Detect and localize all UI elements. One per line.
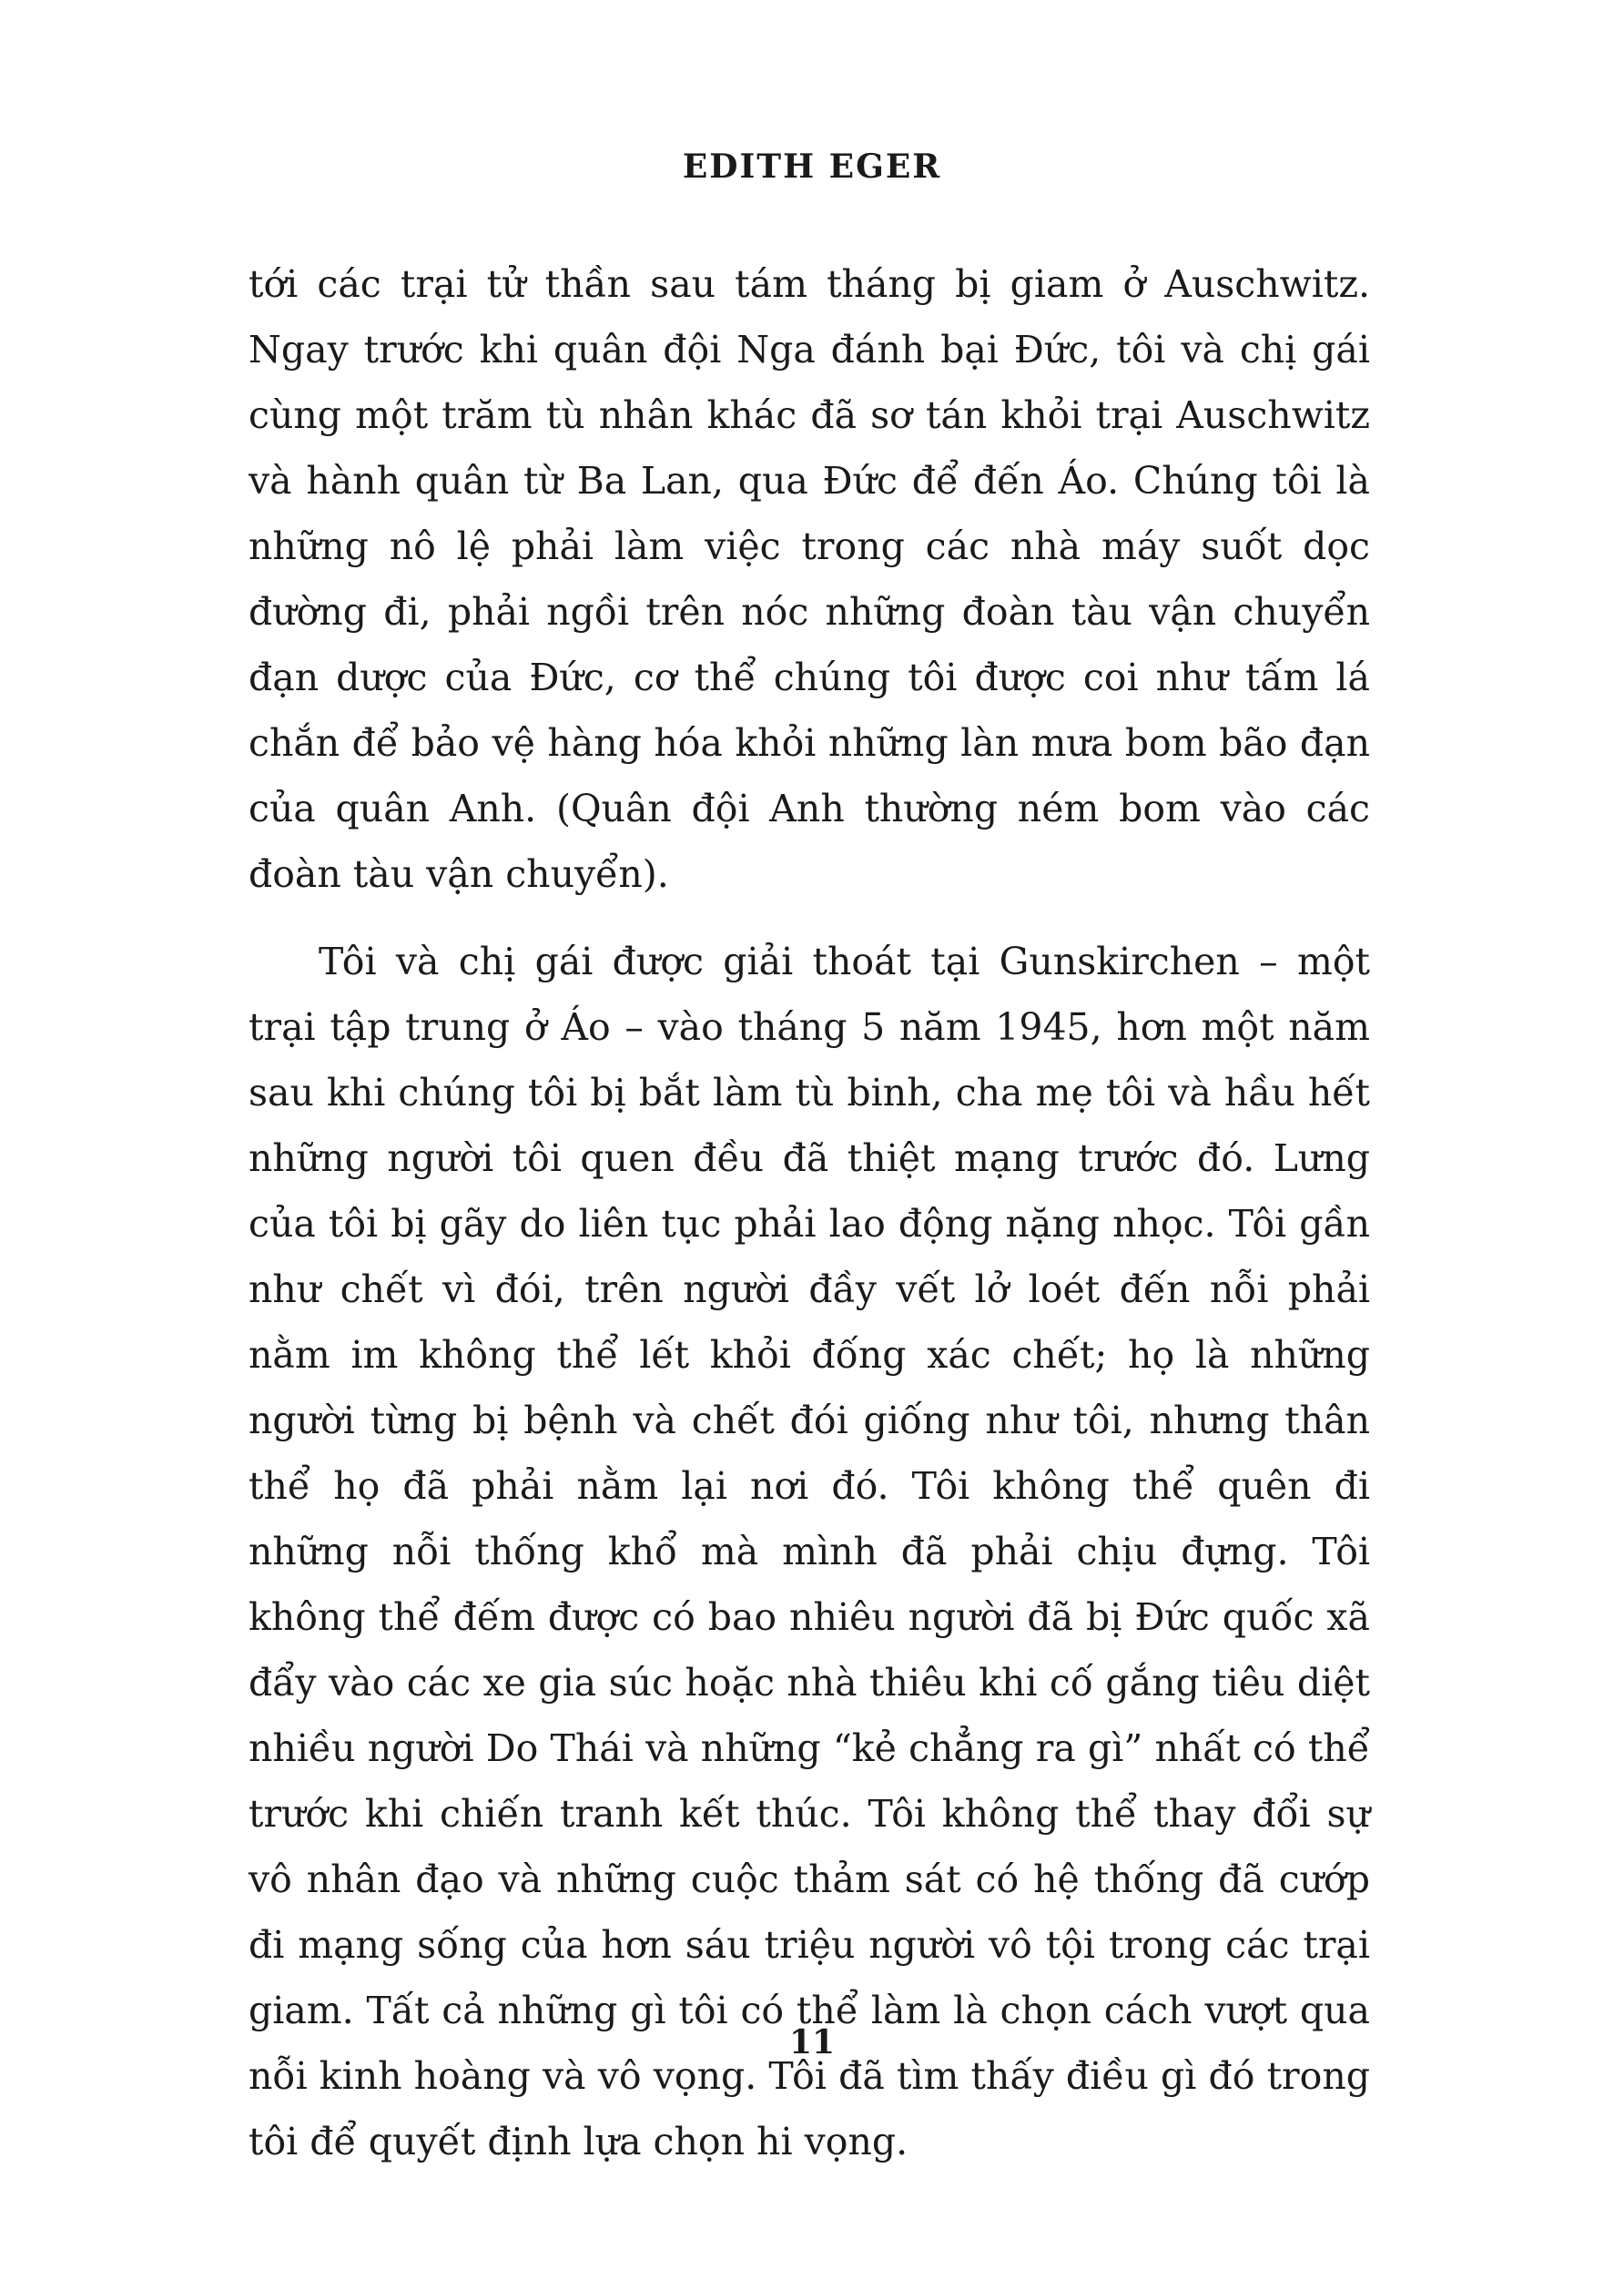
body-text [249, 251, 1370, 2174]
page-number: 11 [788, 2023, 836, 2061]
paragraph-2: Tôi và chị gái được giải thoát tại Gunskirchen – một trại tập trung ở Áo – vào tháng 5 năm 1945, hơn một năm sau khi chúng tôi bị bắt làm tù binh, cha mẹ tôi và hầu hết những người tôi quen đều đã thiệt mạng trước đó. Lưng của tôi bị gãy do liên tục phải lao động nặng nhọc. Tôi gần như chết vì đói, trên người đầy vết lở loét đến nỗi phải nằm im không thể lết khỏi đống xác chết; họ là những người từng bị bệnh và chết đói giống như tôi, nhưng thân thể họ đã phải nằm lại nơi đó. Tôi không thể quên đi những nỗi thống khổ mà mình đã phải chịu đựng. Tôi không thể đếm được có bao nhiêu người đã bị Đức quốc xã đẩy vào các xe gia súc hoặc nhà thiêu khi cố gắng tiêu diệt nhiều người Do Thái và những “kẻ chẳng ra gì” nhất có thể trước khi chiến tranh kết thúc. Tôi không thể thay đổi sự vô nhân đạo và những cuộc thảm sát có hệ thống đã cướp đi mạng sống của hơn sáu triệu người vô tội trong các trại giam. Tất cả những gì tôi có thể làm là chọn cách vượt qua nỗi kinh hoàng và vô vọng. Tôi đã tìm thấy điều gì đó trong tôi để quyết định lựa chọn hi vọng. [249, 940, 1370, 2163]
running-header: EDITH EGER [682, 148, 942, 186]
paragraph-1: tới các trại tử thần sau tám tháng bị giam ở Auschwitz. Ngay trước khi quân đội Nga đánh bại Đức, tôi và chị gái cùng một trăm tù nhân khác đã sơ tán khỏi trại Auschwitz và hành quân từ Ba Lan, qua Đức để đến Áo. Chúng tôi là những nô lệ phải làm việc trong các nhà máy suốt dọc đường đi, phải ngồi trên nóc những đoàn tàu vận chuyển đạn dược của Đức, cơ thể chúng tôi được coi như tấm lá chắn để bảo vệ hàng hóa khỏi những làn mưa bom bão đạn của quân Anh. (Quân đội Anh thường ném bom vào các đoàn tàu vận chuyển). [249, 262, 1370, 896]
